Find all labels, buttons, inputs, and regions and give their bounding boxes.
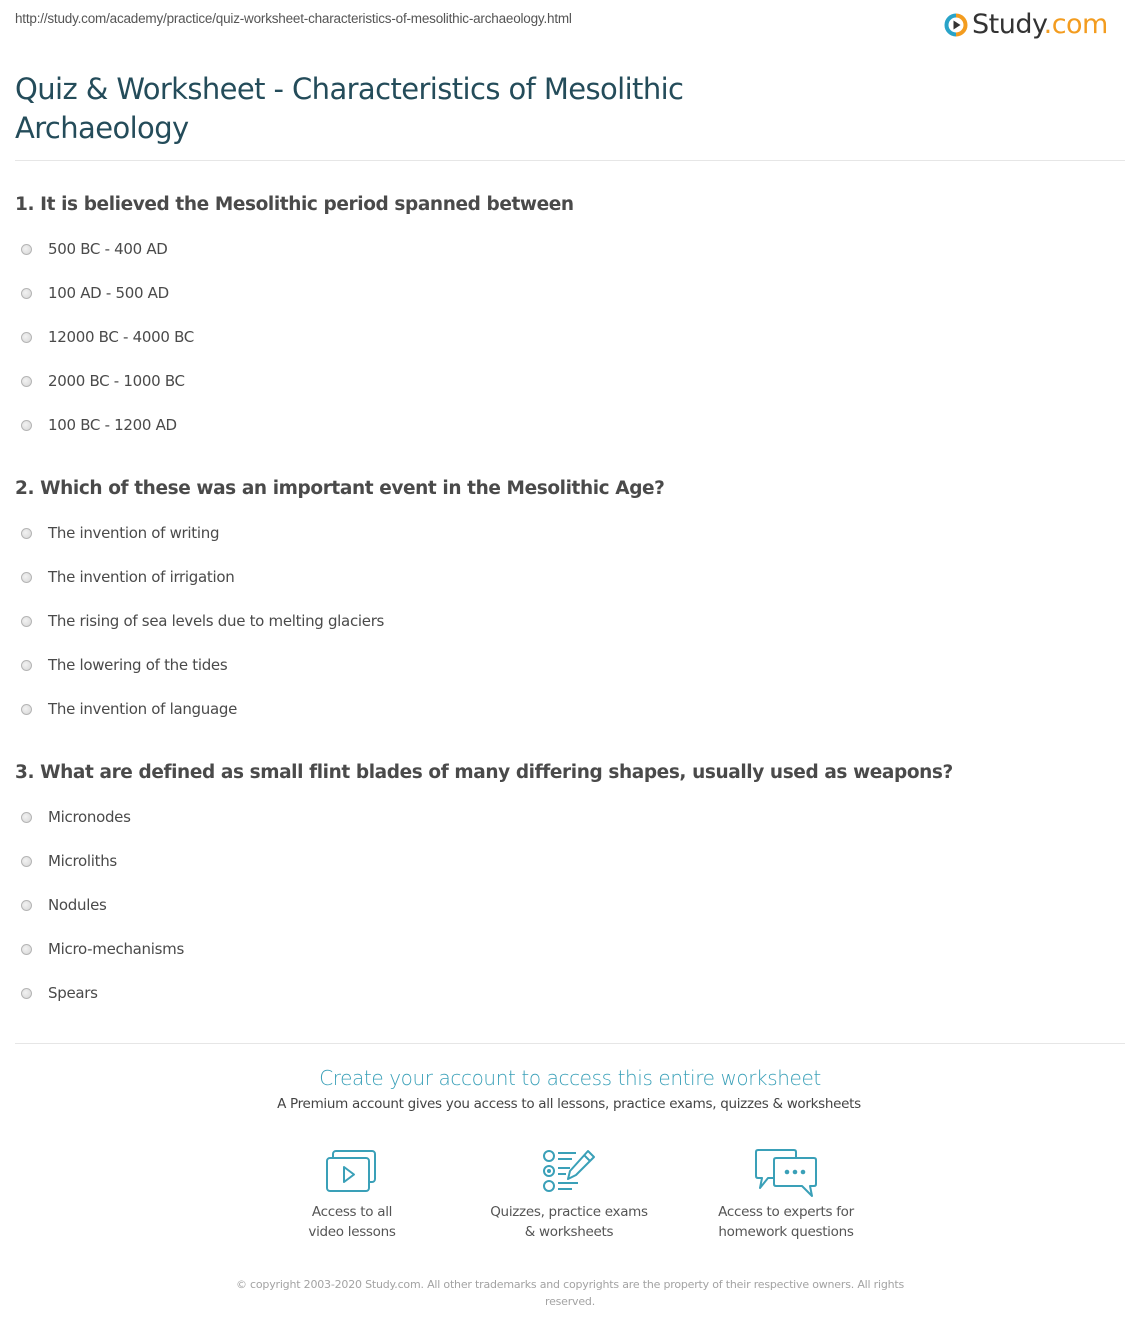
premium-description: A Premium account gives you access to all lessons, practice exams, quizzes & worksheets: [277, 1096, 861, 1112]
copyright-line-2: reserved.: [544, 1295, 596, 1308]
play-circle-logo-icon: [944, 13, 968, 37]
choice-label: The invention of language: [48, 700, 238, 718]
answer-choice[interactable]: [21, 927, 184, 971]
cta-divider: [15, 1043, 1125, 1044]
question-2-choices: [21, 511, 384, 731]
video-lessons-icon: [325, 1148, 379, 1194]
radio-button[interactable]: [21, 704, 32, 715]
choice-label: The rising of sea levels due to melting glaciers: [48, 612, 385, 630]
question-2: 2. Which of these was an important event in the Mesolithic Age?: [15, 478, 665, 499]
chat-bubbles-icon: [754, 1148, 818, 1198]
radio-button[interactable]: [21, 616, 32, 627]
answer-choice[interactable]: [21, 839, 184, 883]
logo-wordmark: [972, 8, 1108, 42]
radio-button[interactable]: [21, 244, 32, 255]
feature-label-line1: Access to all: [311, 1204, 393, 1220]
choice-label: 500 BC - 400 AD: [48, 240, 168, 258]
radio-button[interactable]: [21, 420, 32, 431]
title-divider: [15, 160, 1125, 161]
radio-button[interactable]: [21, 572, 32, 583]
answer-choice[interactable]: [21, 687, 384, 731]
feature-label-line1: Access to experts for: [718, 1204, 854, 1220]
answer-choice[interactable]: [21, 511, 384, 555]
answer-choice[interactable]: [21, 403, 194, 447]
choice-label: The lowering of the tides: [48, 656, 228, 674]
choice-label: Microliths: [48, 852, 117, 870]
radio-button[interactable]: [21, 332, 32, 343]
feature-label-line2: homework questions: [718, 1224, 854, 1240]
answer-choice[interactable]: [21, 271, 194, 315]
choice-label: The invention of irrigation: [48, 568, 235, 586]
page-title: Quiz & Worksheet - Characteristics of Mesolithic Archaeology: [15, 72, 684, 145]
answer-choice[interactable]: [21, 315, 194, 359]
radio-button[interactable]: [21, 988, 32, 999]
answer-choice[interactable]: [21, 227, 194, 271]
choice-label: 100 AD - 500 AD: [48, 284, 169, 302]
create-account-link[interactable]: Create your account to access this entire worksheet: [319, 1066, 821, 1090]
choice-label: Nodules: [48, 896, 107, 914]
radio-button[interactable]: [21, 660, 32, 671]
choice-label: 2000 BC - 1000 BC: [48, 372, 185, 390]
answer-choice[interactable]: [21, 599, 384, 643]
answer-choice[interactable]: [21, 795, 184, 839]
radio-button[interactable]: [21, 528, 32, 539]
copyright-line-1: © copyright 2003-2020 Study.com. All other trademarks and copyrights are the property of their respective owners. All rights: [235, 1278, 905, 1291]
radio-button[interactable]: [21, 376, 32, 387]
radio-button[interactable]: [21, 856, 32, 867]
answer-choice[interactable]: [21, 971, 184, 1015]
choice-label: Micronodes: [48, 808, 131, 826]
copyright-notice: [215, 1276, 925, 1310]
feature-quizzes: [459, 1148, 679, 1242]
radio-button[interactable]: [21, 900, 32, 911]
answer-choice[interactable]: [21, 643, 384, 687]
feature-label-line2: video lessons: [308, 1224, 396, 1240]
logo-suffix: .com: [1043, 9, 1108, 40]
question-3-choices: [21, 795, 184, 1015]
choice-label: Micro-mechanisms: [48, 940, 184, 958]
feature-video-lessons: [242, 1148, 462, 1242]
feature-experts: [676, 1148, 896, 1242]
feature-label-line1: Quizzes, practice exams: [490, 1204, 648, 1220]
radio-button[interactable]: [21, 812, 32, 823]
choice-label: Spears: [48, 984, 98, 1002]
logo-name: Study: [972, 9, 1044, 40]
question-1-choices: [21, 227, 194, 447]
page-url: http://study.com/academy/practice/quiz-worksheet-characteristics-of-mesolithic-archaeology.html: [15, 11, 572, 26]
answer-choice[interactable]: [21, 555, 384, 599]
answer-choice[interactable]: [21, 883, 184, 927]
study-com-logo[interactable]: [944, 8, 1108, 42]
question-3: 3. What are defined as small flint blades of many differing shapes, usually used as weapons?: [15, 762, 953, 783]
answer-choice[interactable]: [21, 359, 194, 403]
choice-label: The invention of writing: [48, 524, 220, 542]
choice-label: 12000 BC - 4000 BC: [48, 328, 194, 346]
radio-button[interactable]: [21, 944, 32, 955]
quiz-checklist-icon: [540, 1148, 598, 1194]
question-1: 1. It is believed the Mesolithic period spanned between: [15, 194, 574, 215]
choice-label: 100 BC - 1200 AD: [48, 416, 177, 434]
radio-button[interactable]: [21, 288, 32, 299]
feature-label-line2: & worksheets: [524, 1224, 614, 1240]
